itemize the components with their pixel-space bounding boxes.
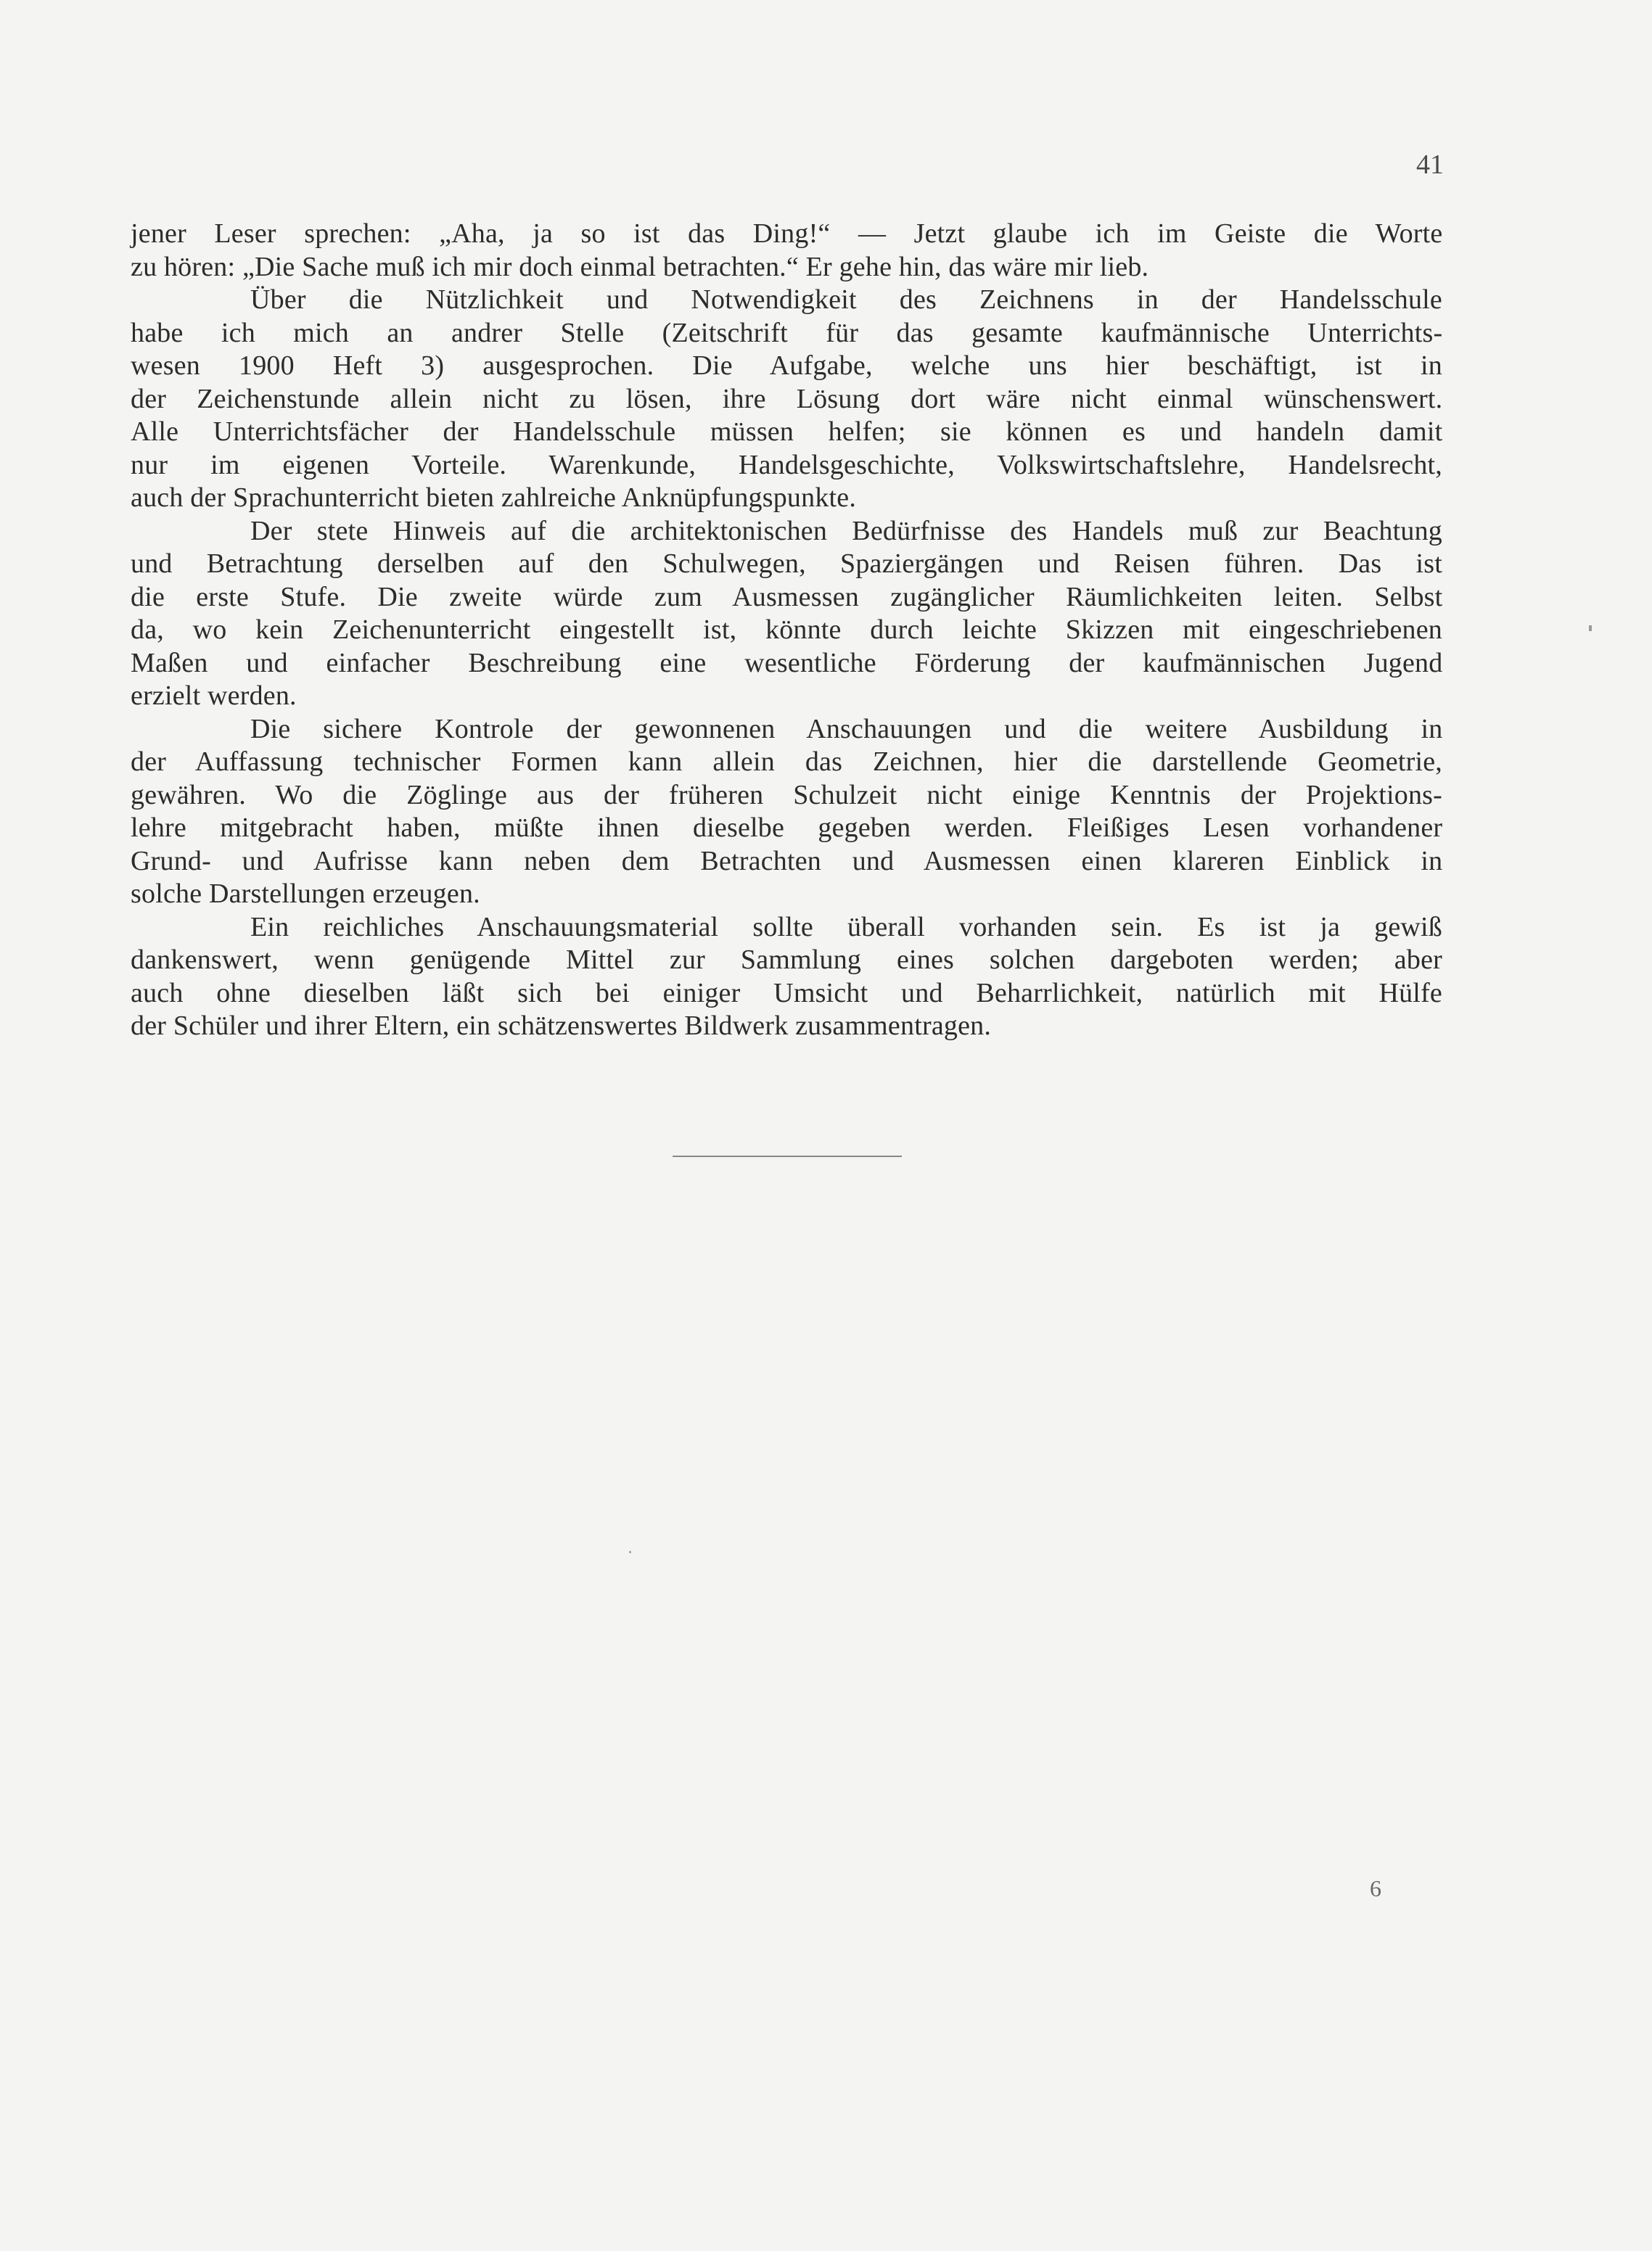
text-line: Maßen und einfacher Beschreibung eine wesentliche Förderung der kaufmännischen Jugend (131, 647, 1443, 678)
paragraph-3 (131, 515, 1442, 713)
text-line: Grund- und Aufrisse kann neben dem Betrachten und Ausmessen einen klareren Einblick in (131, 845, 1443, 876)
text-line: jener Leser sprechen: „Aha, ja so ist das Ding!“ — Jetzt glaube ich im Geiste die Worte (131, 218, 1443, 249)
text-line: da, wo kein Zeichenunterricht eingestellt ist, könnte durch leichte Skizzen mit eingeschriebenen (131, 614, 1442, 645)
margin-mark (1589, 625, 1592, 631)
text-line: Die sichere Kontrole der gewonnenen Anschauungen und die weitere Ausbildung in (250, 713, 1443, 744)
text-line: und Betrachtung derselben auf den Schulwegen, Spaziergängen und Reisen führen. Das ist (131, 548, 1442, 579)
text-line: dankenswert, wenn genügende Mittel zur Sammlung eines solchen dargeboten werden; aber (131, 945, 1442, 975)
text-line: Alle Unterrichtsfächer der Handelsschule müssen helfen; sie können es und handeln damit (131, 416, 1443, 447)
paragraph-1 (131, 218, 1442, 284)
text-line: auch ohne dieselben läßt sich bei einiger Umsicht und Beharrlichkeit, natürlich mit Hülfe (131, 977, 1442, 1008)
text-line: der Schüler und ihrer Eltern, ein schätzenswertes Bildwerk zusammentragen. (131, 1011, 992, 1041)
text-line: habe ich mich an andrer Stelle (Zeitschrift für das gesamte kaufmännische Unterrichts- (131, 317, 1443, 348)
body-text (131, 218, 1442, 1043)
text-line: erzielt werden. (131, 680, 297, 711)
paper-speck (629, 1551, 631, 1553)
paragraph-5 (131, 911, 1442, 1043)
signature-mark: 6 (1370, 1875, 1381, 1901)
text-line: gewähren. Wo die Zöglinge aus der früheren Schulzeit nicht einige Kenntnis der Projektions- (131, 779, 1442, 810)
text-line: die erste Stufe. Die zweite würde zum Ausmessen zugänglicher Räumlichkeiten leiten. Selbst (131, 581, 1443, 612)
text-line: auch der Sprachunterricht bieten zahlreiche Anknüpfungspunkte. (131, 482, 857, 513)
text-line: lehre mitgebracht haben, müßte ihnen dieselbe gegeben werden. Fleißiges Lesen vorhandener (131, 812, 1443, 843)
page-number: 41 (1416, 149, 1444, 180)
text-line: wesen 1900 Heft 3) ausgesprochen. Die Aufgabe, welche uns hier beschäftigt, ist in (131, 350, 1442, 381)
section-separator-rule (673, 1156, 902, 1157)
text-line: der Auffassung technischer Formen kann allein das Zeichnen, hier die darstellende Geometrie, (131, 746, 1442, 777)
text-line: der Zeichenstunde allein nicht zu lösen, ihre Lösung dort wäre nicht einmal wünschenswert. (131, 383, 1443, 414)
paragraph-4 (131, 713, 1442, 911)
text-line: Ein reichliches Anschauungsmaterial sollte überall vorhanden sein. Es ist ja gewiß (250, 911, 1443, 942)
text-line: solche Darstellungen erzeugen. (131, 878, 480, 909)
paragraph-2 (131, 284, 1442, 515)
text-line: nur im eigenen Vorteile. Warenkunde, Handelsgeschichte, Volkswirtschaftslehre, Handelsrecht, (131, 449, 1442, 480)
text-line: Der stete Hinweis auf die architektonischen Bedürfnisse des Handels muß zur Beachtung (250, 515, 1442, 546)
text-line: Über die Nützlichkeit und Notwendigkeit des Zeichnens in der Handelsschule (250, 284, 1442, 315)
text-line: zu hören: „Die Sache muß ich mir doch einmal betrachten.“ Er gehe hin, das wäre mir lieb. (131, 251, 1149, 282)
